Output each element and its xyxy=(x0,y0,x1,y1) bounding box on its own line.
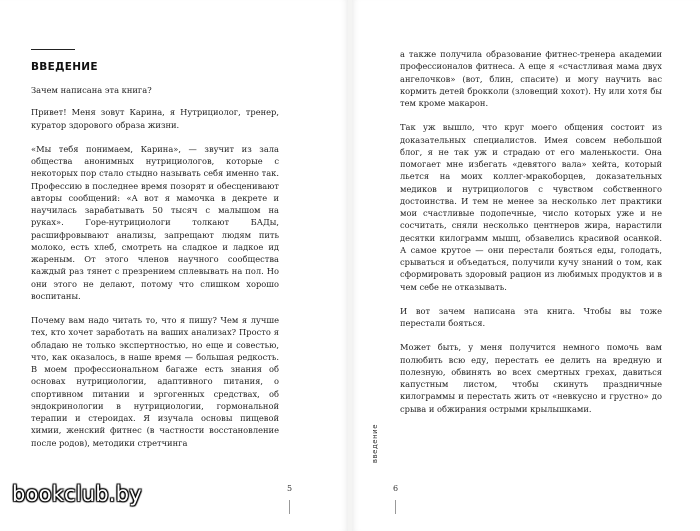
paragraph: Может быть, у меня получится немного помочь вам полюбить всю еду, перестать ее делить на вредную и полезную, обвинять во всех смертных грехах, давиться капустным листом, чтобы скинуть праздничные килограммы и перестать жить от «невкусно и грустно» до срыва и обжирания острыми крылышками. xyxy=(400,342,662,414)
footer-rule xyxy=(395,500,396,514)
paragraph: И вот зачем написана эта книга. Чтобы вы тоже перестали бояться. xyxy=(400,305,662,328)
right-text-column xyxy=(400,48,662,427)
heading-rule xyxy=(31,49,75,50)
chapter-heading: ВВЕДЕНИЕ xyxy=(31,61,98,73)
page-number: 6 xyxy=(393,484,399,493)
paragraph: Так уж вышло, что круг моего общения состоит из доказательных специалистов. Имея совсем небольшой блог, я не так уж и страдаю от его маленькости. Она помогает мне избегать «девятого вала» хейта, который льется на моих коллег-мракоборцев, доказательных медиков и нутрициологов с чувством собственного достоинства. И тем не менее за несколько лет практики мои счастливые подопечные, число которых уже и не сосчитать, сняли несколько центнеров жира, нарастили десятки килограмм мышц, обзавелись красивой осанкой. А самое крутое — они перестали бояться еды, голодать, срываться и объедаться, получили кучу знаний о том, как сформировать здоровый рацион из любимых продуктов и в чем себе не отказывать. xyxy=(400,122,662,292)
section-subheading: Зачем написана эта книга? xyxy=(31,85,152,95)
page-number: 5 xyxy=(287,484,293,493)
footer-rule xyxy=(289,500,290,514)
running-section-label: введение xyxy=(371,424,379,464)
paragraph: Привет! Меня зовут Карина, я Нутрициолог, тренер, куратор здорового образа жизни. xyxy=(31,107,279,130)
left-text-column xyxy=(31,84,279,461)
paragraph: а также получила образование фитнес-тренера академии профессионалов фитнеса. А еще я «счастливая мама двух ангелочков» (вот, блин, спасите) и могу научить вас кормить детей брокколи (зловещий хохот). Ну или хотя бы тем кроме макарон. xyxy=(400,49,662,108)
paragraph: «Мы тебя понимаем, Карина», — звучит из зала общества анонимных нутрициологов, которые с некоторых пор стало стыдно называть себя именно так. Профессию в последнее время позорят и обесценивают авторы сообщений: «А вот я мамочка в декрете и научилась зарабатывать 50 тысяч с малышом на руках». Горе-нутрициологи толкают БАДы, расшифровывают анализы, запрещают людям пить молоко, есть хлеб, смотреть на сладкое и ладкое ид жареным. От этого членов научного сообщества каждый раз тянет с презрением сплевывать на пол. Но они этого не делают, потому что слишком хорошо воспитаны. xyxy=(31,143,279,301)
left-page xyxy=(0,0,348,531)
site-watermark: bookclub.by xyxy=(12,482,142,506)
paragraph: Почему вам надо читать то, что я пишу? Чем я лучше тех, кто хочет заработать на ваших анализах? Просто я обладаю не только экспертностью, но еще и совестью, что, как оказалось, в наше время — большая редкость. В моем профессиональном багаже есть знания об основах нутрициологии, адаптивного питания, о спортивном питании и эргогенных средствах, об эндокринологии в нутрициологии, гормональной терапии и стероидах. Я изучала основы пищевой химии, женский фитнес (в частности восстановление после родов), методики стретчинга xyxy=(31,315,279,448)
